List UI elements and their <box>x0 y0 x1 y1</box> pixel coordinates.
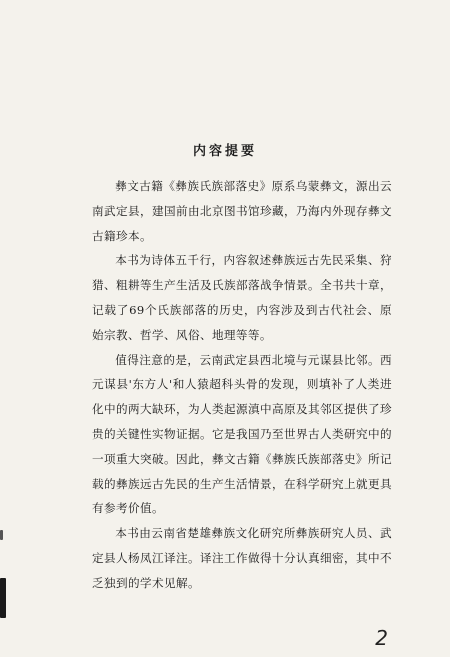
binding-mark <box>0 530 3 540</box>
paragraph-content: 本书为诗体五千行，内容叙述彝族远古先民采集、狩猎、粗耕等生产生活及氏族部落战争情景。全书共十章，记载了69个氏族部落的历史，内容涉及到古代社会、原始宗教、哲学、风俗、地理等等。 <box>92 253 392 342</box>
paragraph-intro: 彝文古籍《彝族氏族部落史》原系乌蒙彝文，源出云南武定县，建国前由北京图书馆珍藏，乃海内外现存彝文古籍珍本。 <box>92 179 392 243</box>
binding-mark <box>0 578 6 618</box>
paragraph-significance: 值得注意的是，云南武定县西北境与元谋县比邻。西元谋县'东方人'和人猿超科头骨的发现，则填补了人类进化中的两大缺环，为人类起源滇中高原及其邻区提供了珍贵的关键性实物证据。它是我国乃至世界古人类研究中的一项重大突破。因此，彝文古籍《彝族氏族部落史》所记载的彝族远古先民的生产生活情景，在科学研究上就更具有参考价值。 <box>92 352 392 516</box>
paragraph-translator: 本书由云南省楚雄彝族文化研究所彝族研究人员、武定县人杨凤江译注。译注工作做得十分认真细密，其中不乏独到的学术见解。 <box>92 526 392 590</box>
page-title: 内容提要 <box>192 144 257 159</box>
summary-body <box>92 174 392 596</box>
page-number: 2 <box>375 626 388 650</box>
